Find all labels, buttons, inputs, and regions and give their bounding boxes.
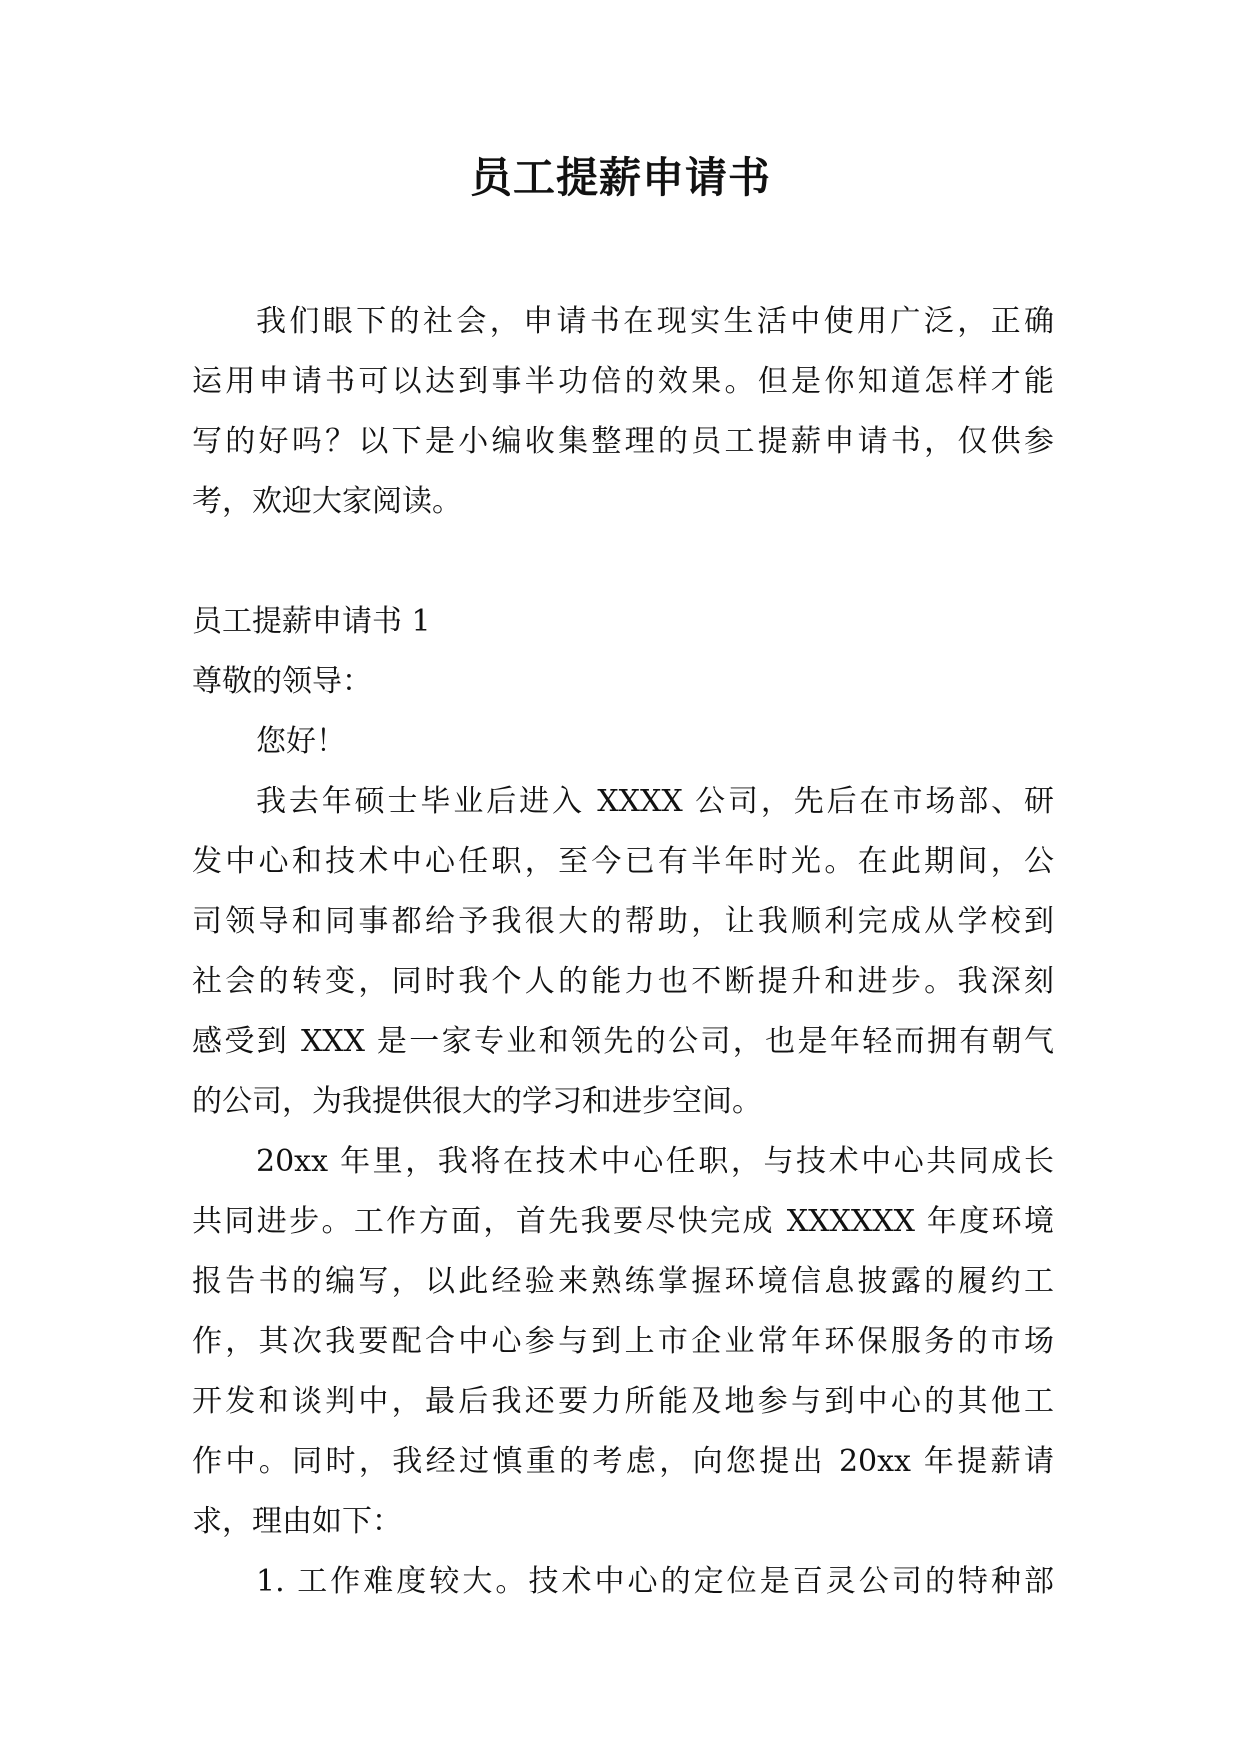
text-line: 开发和谈判中，最后我还要力所能及地参与到中心的其他工 bbox=[192, 1384, 1054, 1419]
body-paragraph-3 bbox=[192, 1552, 1054, 1612]
text-line: 我去年硕士毕业后进入 XXXX 公司，先后在市场部、研 bbox=[256, 784, 1054, 819]
text-line: 社会的转变，同时我个人的能力也不断提升和进步。我深刻 bbox=[192, 964, 1054, 999]
paragraph-spacer bbox=[192, 532, 1054, 592]
text-line: 报告书的编写，以此经验来熟练掌握环境信息披露的履约工 bbox=[192, 1264, 1054, 1299]
text-line: 员工提薪申请书 1 bbox=[192, 604, 431, 639]
text-line: 作中。同时，我经过慎重的考虑，向您提出 20xx 年提薪请 bbox=[192, 1444, 1054, 1479]
text-line: 尊敬的领导： bbox=[192, 664, 372, 699]
text-line: 1. 工作难度较大。技术中心的定位是百灵公司的特种部 bbox=[256, 1564, 1054, 1599]
text-line: 司领导和同事都给予我很大的帮助，让我顺利完成从学校到 bbox=[192, 904, 1054, 939]
text-line: 我们眼下的社会，申请书在现实生活中使用广泛，正确 bbox=[256, 304, 1054, 339]
text-line: 考，欢迎大家阅读。 bbox=[192, 484, 462, 519]
text-line: 20xx 年里，我将在技术中心任职，与技术中心共同成长 bbox=[256, 1144, 1054, 1179]
text-line: 感受到 XXX 是一家专业和领先的公司，也是年轻而拥有朝气 bbox=[192, 1024, 1054, 1059]
text-line: 共同进步。工作方面，首先我要尽快完成 XXXXXX 年度环境 bbox=[192, 1204, 1054, 1239]
text-line: 发中心和技术中心任职，至今已有半年时光。在此期间，公 bbox=[192, 844, 1054, 879]
text-line: 的公司，为我提供很大的学习和进步空间。 bbox=[192, 1084, 762, 1119]
greeting bbox=[192, 712, 1054, 772]
document-title: 员工提薪申请书 bbox=[469, 153, 771, 202]
document-body bbox=[192, 292, 1054, 1612]
body-paragraph-2 bbox=[192, 1132, 1054, 1552]
intro-paragraph bbox=[192, 292, 1054, 532]
body-paragraph-1 bbox=[192, 772, 1054, 1132]
text-line: 作，其次我要配合中心参与到上市企业常年环保服务的市场 bbox=[192, 1324, 1054, 1359]
text-line: 写的好吗？以下是小编收集整理的员工提薪申请书，仅供参 bbox=[192, 424, 1054, 459]
text-line: 您好！ bbox=[256, 724, 346, 759]
text-line: 求，理由如下： bbox=[192, 1504, 402, 1539]
section-heading bbox=[192, 592, 1054, 652]
text-line: 运用申请书可以达到事半功倍的效果。但是你知道怎样才能 bbox=[192, 364, 1054, 399]
salutation bbox=[192, 652, 1054, 712]
